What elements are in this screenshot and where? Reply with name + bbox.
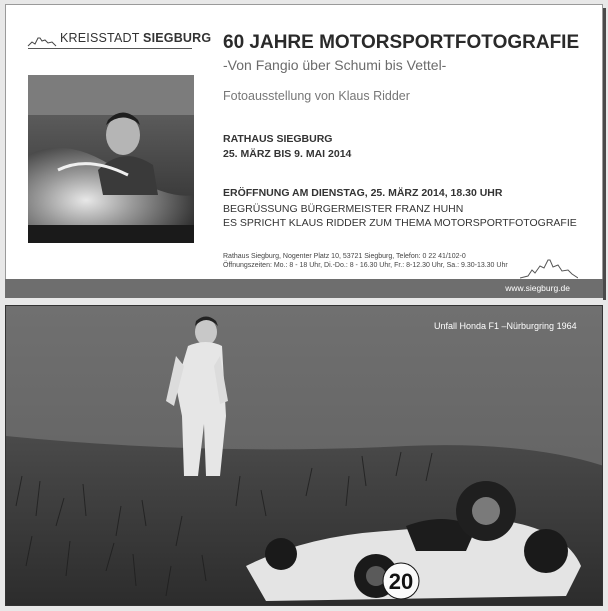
venue-name: RATHAUS SIEGBURG	[223, 133, 333, 145]
photo-caption: Unfall Honda F1 –Nürburgring 1964	[434, 321, 577, 331]
logo-wordmark: KREISSTADT SIEGBURG	[60, 31, 212, 45]
exhibition-subtitle: -Von Fangio über Schumi bis Vettel-	[223, 57, 447, 73]
card-shadow	[603, 8, 606, 300]
exhibition-dates: 25. MÄRZ BIS 9. MAI 2014	[223, 148, 352, 160]
honda-crash-photo	[5, 305, 603, 606]
greeting-info: BEGRÜSSUNG BÜRGERMEISTER FRANZ HUHN	[223, 203, 464, 215]
talk-info: ES SPRICHT KLAUS RIDDER ZUM THEMA MOTORSPORTFOTOGRAFIE	[223, 217, 577, 229]
car-number: 20	[388, 569, 414, 594]
website-link[interactable]: www.siegburg.de	[505, 283, 570, 293]
exhibition-title: 60 JAHRE MOTORSPORTFOTOGRAFIE	[223, 32, 580, 53]
driver-portrait-photo	[28, 75, 194, 243]
contact-address: Rathaus Siegburg, Nogenter Platz 10, 53721 Siegburg, Telefon: 0 22 41/102-0	[223, 253, 466, 260]
opening-info: ERÖFFNUNG AM DIENSTAG, 25. MÄRZ 2014, 18.30 UHR	[223, 187, 503, 199]
exhibition-byline: Fotoausstellung von Klaus Ridder	[223, 89, 410, 103]
logo-underline	[28, 48, 192, 49]
opening-hours: Öffnungszeiten: Mo.: 8 - 18 Uhr, Di.-Do.: 8 - 16.30 Uhr, Fr.: 8-12.30 Uhr, Sa.: 9.30-13.30 Uhr	[223, 262, 508, 269]
